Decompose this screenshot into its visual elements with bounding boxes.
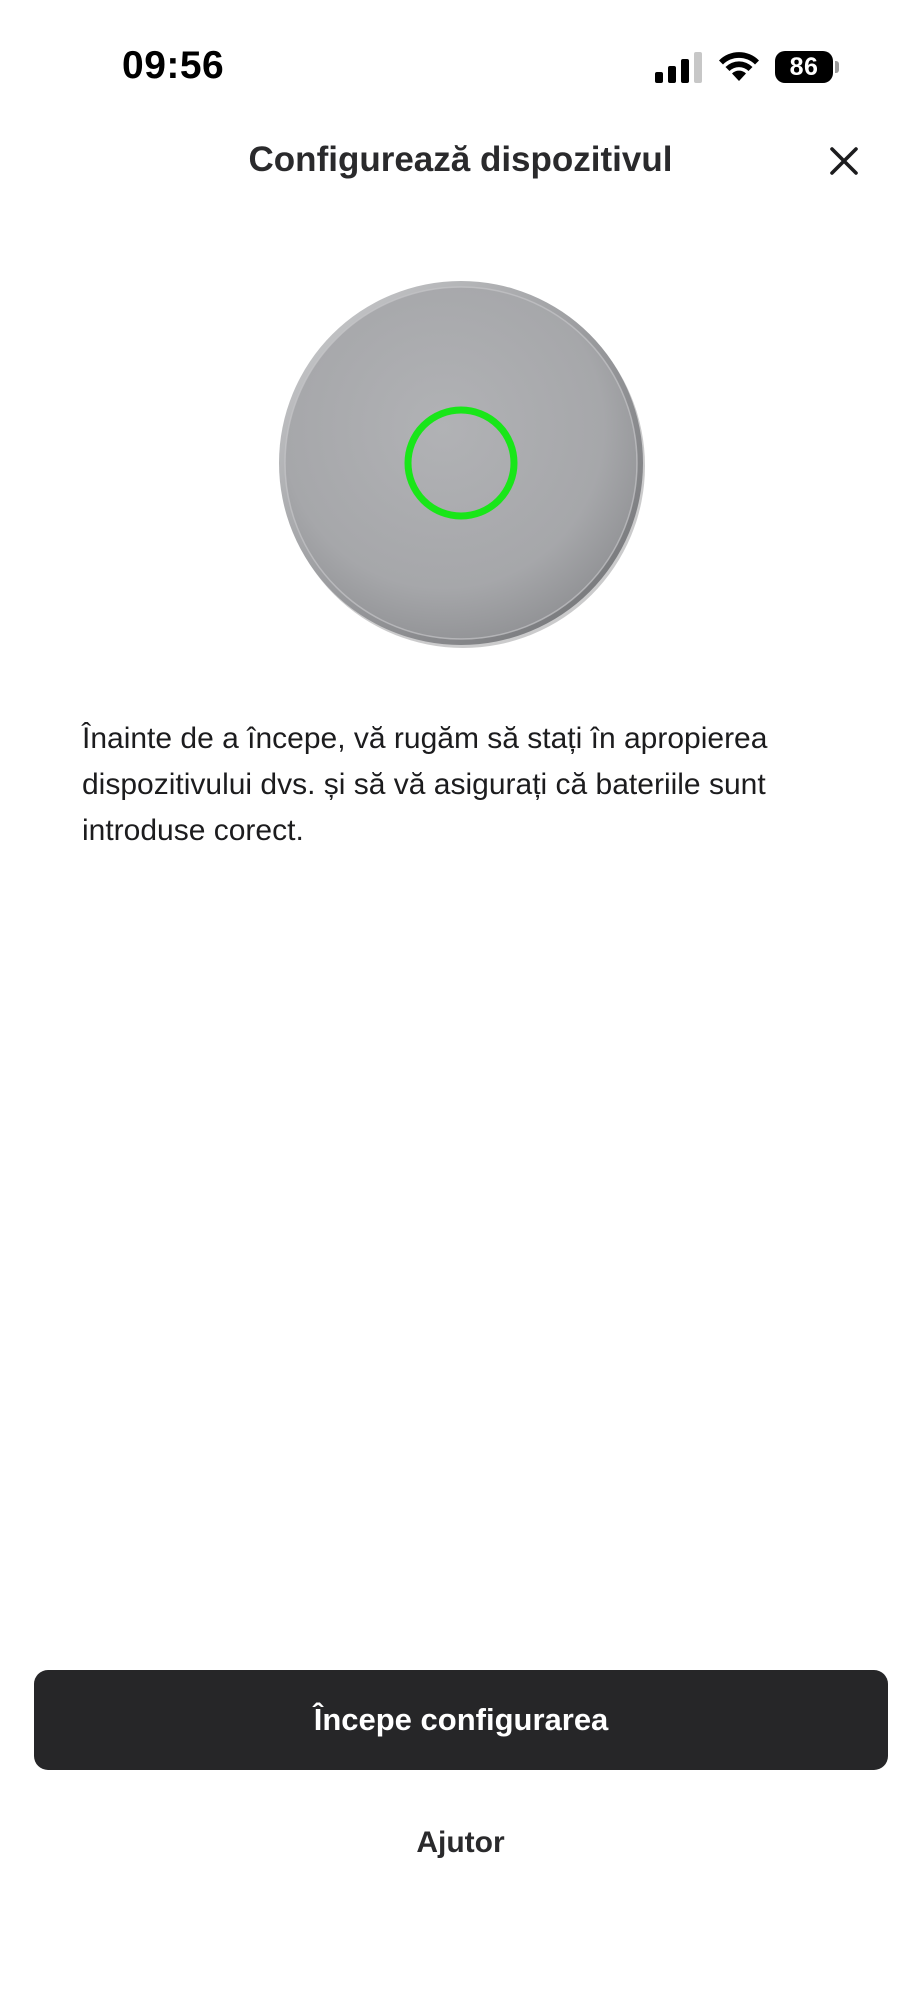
- close-icon: [828, 145, 860, 177]
- signal-icon: [655, 51, 703, 83]
- wifi-icon: [717, 51, 761, 83]
- page-title: Configurează dispozitivul: [248, 140, 673, 179]
- device-illustration: [276, 278, 646, 648]
- status-icons: [655, 50, 839, 84]
- battery-level: 86: [775, 51, 833, 83]
- device-image: [276, 278, 646, 648]
- start-setup-button[interactable]: Începe configurarea: [34, 1670, 888, 1770]
- help-link[interactable]: Ajutor: [416, 1826, 505, 1859]
- status-time: 09:56: [122, 44, 225, 87]
- status-bar: [0, 0, 921, 130]
- instruction-text: Înainte de a începe, vă rugăm să stați în apropierea dispozitivului dvs. și să vă asigurați că bateriile sunt introduse corect.: [82, 722, 768, 847]
- battery-icon: [775, 51, 839, 83]
- close-button[interactable]: [819, 136, 869, 186]
- battery-cap: [835, 61, 839, 73]
- header: [0, 130, 921, 200]
